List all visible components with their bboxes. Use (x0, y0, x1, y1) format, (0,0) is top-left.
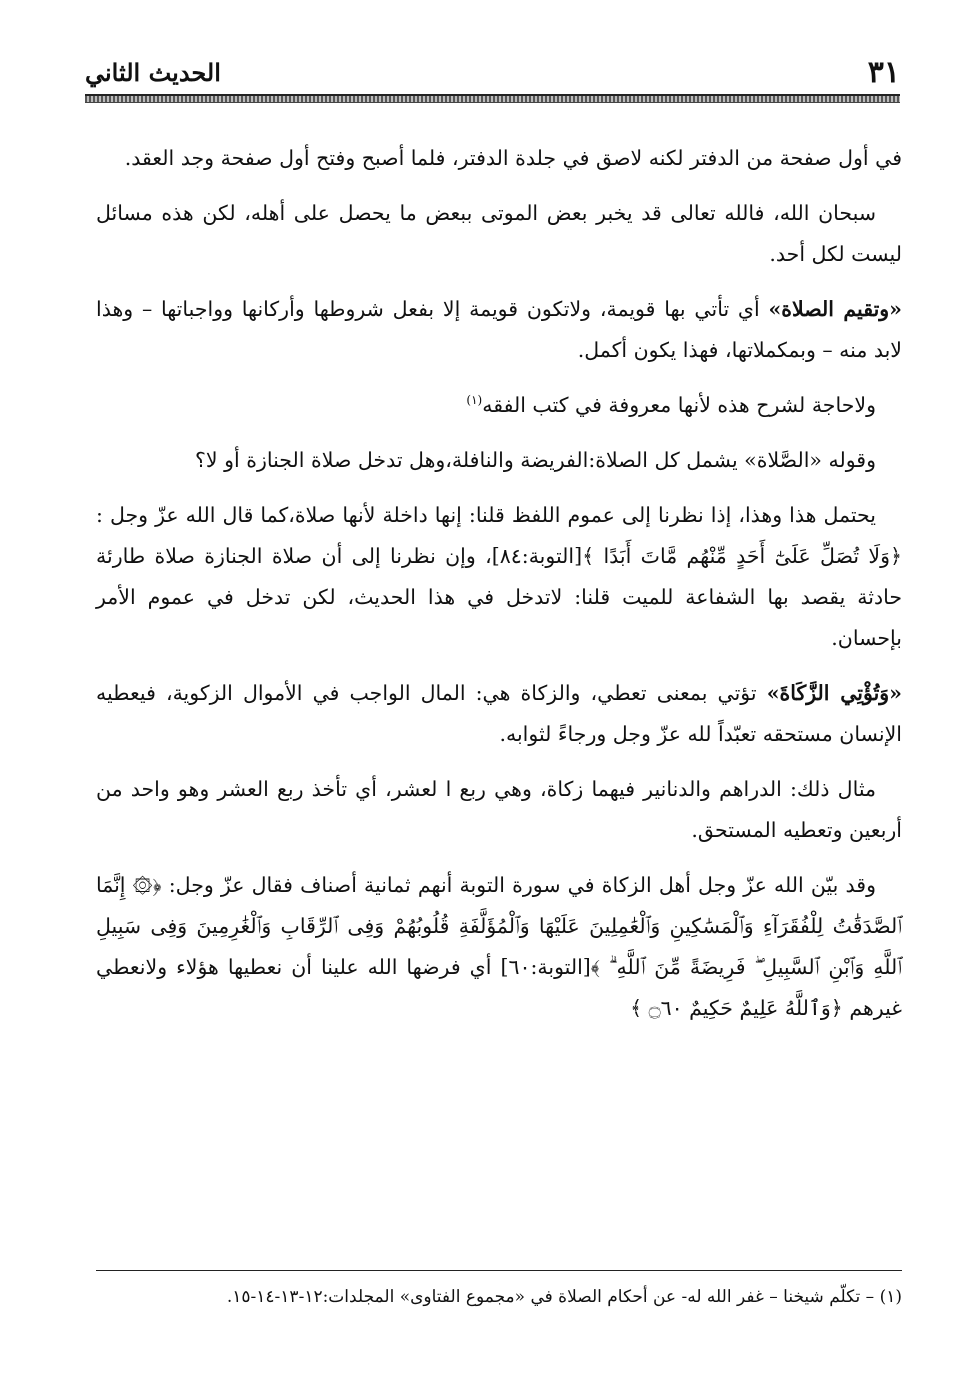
footnote: (١) – تكلّم شيخنا – غفر الله له- عن أحكام الصلاة في «مجموع الفتاوى» المجلدات:١٢-١٣-١٤-١٥. (226, 1287, 902, 1307)
paragraph-text: يحتمل هذا وهذا، إذا نظرنا إلى عموم اللفظ قلنا: إنها داخلة لأنها صلاة،كما قال الله عزّ وجل : ﴿وَلَا تُصَلِّ عَلَىٰٓ أَحَدٍ مِّنْهُم مَّاتَ أَبَدًا ﴾[التوبة:٨٤]، وإن نظرنا إلى أن صلاة الجنازة صلاة طارئة حادثة يقصد بها الشفاعة للميت قلنا: لاتدخل في هذا الحديث، لكن تدخل في عموم الأمر بإحسان. (96, 503, 903, 650)
paragraph-3 (96, 289, 902, 371)
paragraph-text: تؤتي بمعنى تعطي، والزكاة هي: المال الواجب في الأموال الزكوية، فيعطيه الإنسان مستحقه تعبّداً لله عزّ وجل ورجاءً لثوابه. (96, 681, 902, 746)
paragraph-text: سبحان الله، فالله تعالى قد يخبر بعض الموتى ببعض ما يحصل على أهله، لكن هذه مسائل ليست لكل أحد. (96, 201, 902, 266)
paragraph-5 (96, 440, 902, 481)
paragraph-text: وقوله «الصَّلاة» يشمل كل الصلاة:الفريضة والنافلة،وهل تدخل صلاة الجنازة أو لا؟ (195, 448, 876, 472)
paragraph-text: وقد بيّن الله عزّ وجل أهل الزكاة في سورة التوبة أنهم ثمانية أصناف فقال عزّ وجل: ﴿۞ إِنَّمَا ٱلصَّدَقَٰتُ لِلْفُقَرَآءِ وَٱلْمَسَٰكِينِ وَٱلْعَٰمِلِينَ عَلَيْهَا وَٱلْمُؤَلَّفَةِ قُلُوبُهُمْ وَفِى ٱلرِّقَابِ وَٱلْغَٰرِمِينَ وَفِى سَبِيلِ ٱللَّهِ وَٱبْنِ ٱلسَّبِيلِ ۖ فَرِيضَةً مِّنَ ٱللَّهِ ۗ ﴾[التوبة:٦٠] أي فرضها الله علينا أن نعطيها هؤلاء ولانعطي غيرهم ﴿وَٱللَّهُ عَلِيمٌ حَكِيمٌ ۝٦٠ ﴾ (96, 873, 902, 1020)
page-header (85, 52, 900, 94)
paragraph-8 (96, 769, 902, 851)
paragraph-text: ولاحاجة لشرح هذه لأنها معروفة في كتب الفقه (482, 393, 876, 417)
paragraph-9 (96, 865, 902, 1029)
paragraph-4 (96, 385, 902, 426)
paragraph-text: مثال ذلك: الدراهم والدنانير فيهما زكاة، وهي ربع ا لعشر، أي تأخذ ربع العشر وهو واحد من أربعين وتعطيه المستحق. (96, 777, 902, 842)
paragraph-1 (96, 138, 902, 179)
paragraph-7 (96, 673, 902, 755)
page-number: ٣١ (867, 55, 900, 90)
lead-term: «وَتُؤْتِي الزَّكَاةَ» (766, 681, 902, 705)
body-text (96, 138, 902, 1043)
footnote-divider (96, 1270, 902, 1271)
lead-term: «وتقيم الصلاة» (768, 297, 902, 321)
paragraph-6 (96, 495, 902, 659)
chapter-title: الحديث الثاني (85, 58, 221, 87)
paragraph-text: أي تأتي بها قويمة، ولاتكون قويمة إلا بفعل شروطها وأركانها وواجباتها – وهذا لابد منه – وبمكملاتها، فهذا يكون أكمل. (96, 297, 902, 362)
paragraph-2 (96, 193, 902, 275)
footnote-reference[interactable]: (١) (466, 393, 483, 408)
paragraph-text: في أول صفحة من الدفتر لكنه لاصق في جلدة الدفتر، فلما أصبح وفتح أول صفحة وجد العقد. (124, 146, 902, 170)
header-divider (85, 94, 900, 103)
